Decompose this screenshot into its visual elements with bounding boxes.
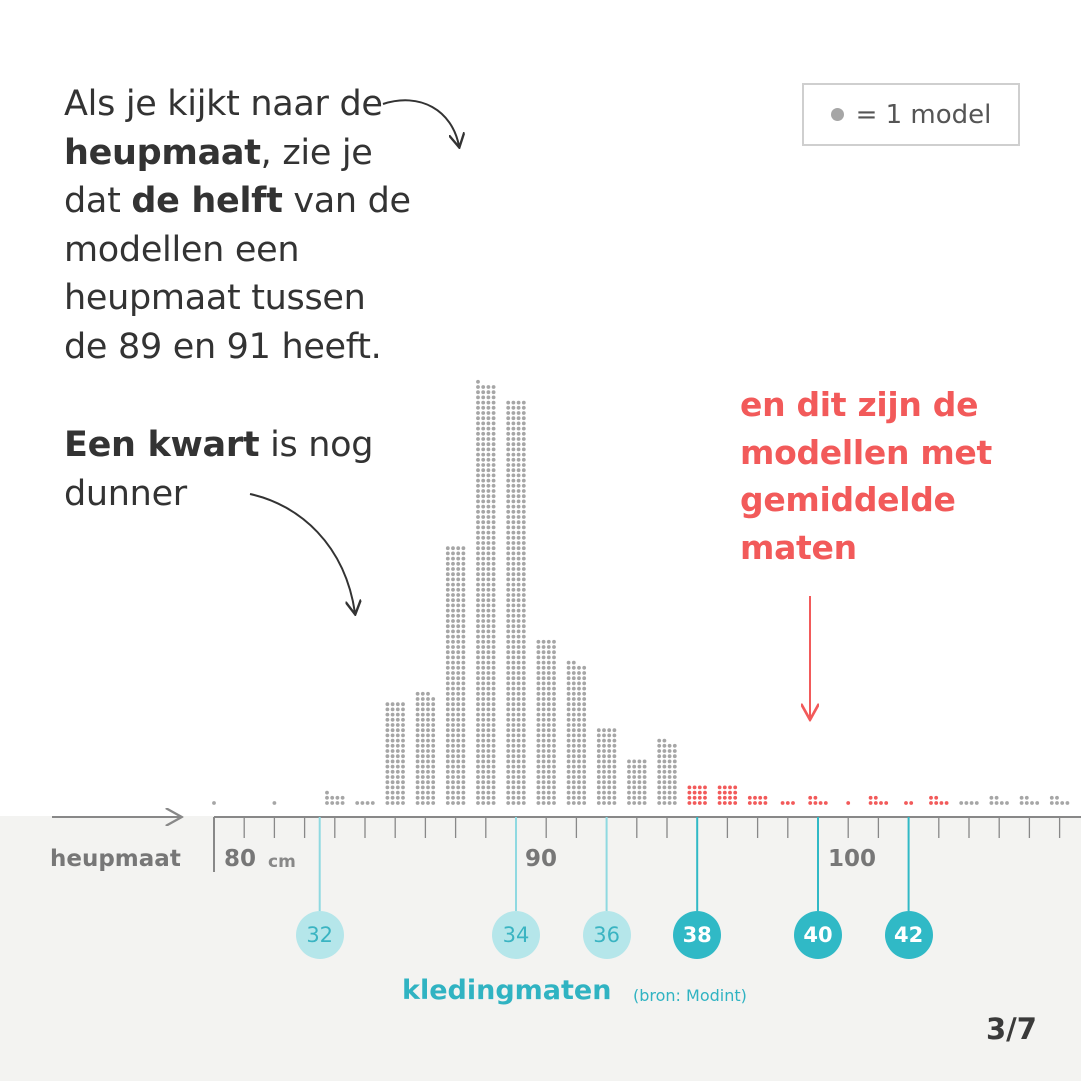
- annotation-line-3-pre: dat: [64, 181, 132, 221]
- dot-column-80: [212, 801, 216, 805]
- size-marker-40: 40: [794, 911, 842, 959]
- dot-column-108: [1050, 796, 1069, 805]
- dot-column-90: [506, 401, 525, 805]
- dot-column-103: [904, 801, 913, 805]
- annotation-hip-intro: [64, 80, 411, 371]
- annotation-bold-kwart: Een kwart: [64, 425, 260, 465]
- dot-column-85: [355, 801, 374, 805]
- annotation-rest: modellen een heupmaat tussen de 89 en 91 heeft.: [64, 229, 382, 367]
- tick-label-90: 90: [525, 846, 558, 872]
- dot-column-87: [416, 692, 435, 805]
- dot-column-105: [959, 801, 978, 805]
- hip-axis: [214, 817, 1081, 872]
- dot-column-89: [476, 380, 495, 805]
- dot-column-99: [781, 801, 795, 805]
- size-marker-38: 38: [673, 911, 721, 959]
- dot-column-100: [808, 796, 827, 805]
- dot-column-94: [627, 760, 646, 805]
- axis-title: heupmaat: [50, 846, 181, 872]
- dot-column-88: [446, 546, 465, 805]
- annotation-bold-helft: de helft: [131, 181, 283, 221]
- annotation-quarter: [64, 421, 373, 518]
- dot-column-86: [386, 702, 405, 805]
- dot-column-96: [688, 786, 707, 805]
- annotation-quarter-rest: is nog: [259, 425, 374, 465]
- dot-legend-icon: [831, 108, 844, 121]
- dot-column-95: [657, 739, 676, 805]
- sizes-title: kledingmaten: [402, 975, 612, 1006]
- dot-column-91: [537, 640, 556, 805]
- axis-unit: cm: [268, 852, 296, 872]
- size-marker-36: 36: [583, 911, 631, 959]
- dot-column-92: [567, 661, 586, 805]
- annotation-line-3-rest: van de: [282, 181, 411, 221]
- page-number: 3/7: [986, 1012, 1037, 1046]
- source-note: (bron: Modint): [633, 986, 747, 1005]
- legend-label: = 1 model: [855, 99, 992, 130]
- dot-column-106: [990, 796, 1009, 805]
- dot-column-102: [869, 796, 888, 805]
- dot-column-93: [597, 728, 616, 805]
- annotation-line-1: Als je kijkt naar de: [64, 84, 383, 124]
- dot-column-84: [325, 791, 344, 805]
- size-connectors: [320, 817, 909, 911]
- size-marker-34: 34: [492, 911, 540, 959]
- size-marker-32: 32: [296, 911, 344, 959]
- dot-column-97: [718, 786, 737, 805]
- annotation-quarter-line2: dunner: [64, 473, 187, 514]
- tick-label-80: 80: [224, 846, 257, 872]
- legend: [802, 83, 1020, 146]
- annotation-line-2: , zie je: [260, 132, 373, 173]
- dot-column-101: [846, 801, 850, 805]
- size-marker-42: 42: [885, 911, 933, 959]
- annotation-average: en dit zijn de modellen met gemiddelde maten: [740, 385, 992, 567]
- tick-label-100: 100: [828, 846, 877, 872]
- dot-column-107: [1020, 796, 1039, 805]
- annotation-bold-heupmaat: heupmaat: [64, 132, 261, 173]
- dot-column-82: [273, 801, 277, 805]
- dot-column-98: [748, 796, 767, 805]
- dot-column-104: [929, 796, 948, 805]
